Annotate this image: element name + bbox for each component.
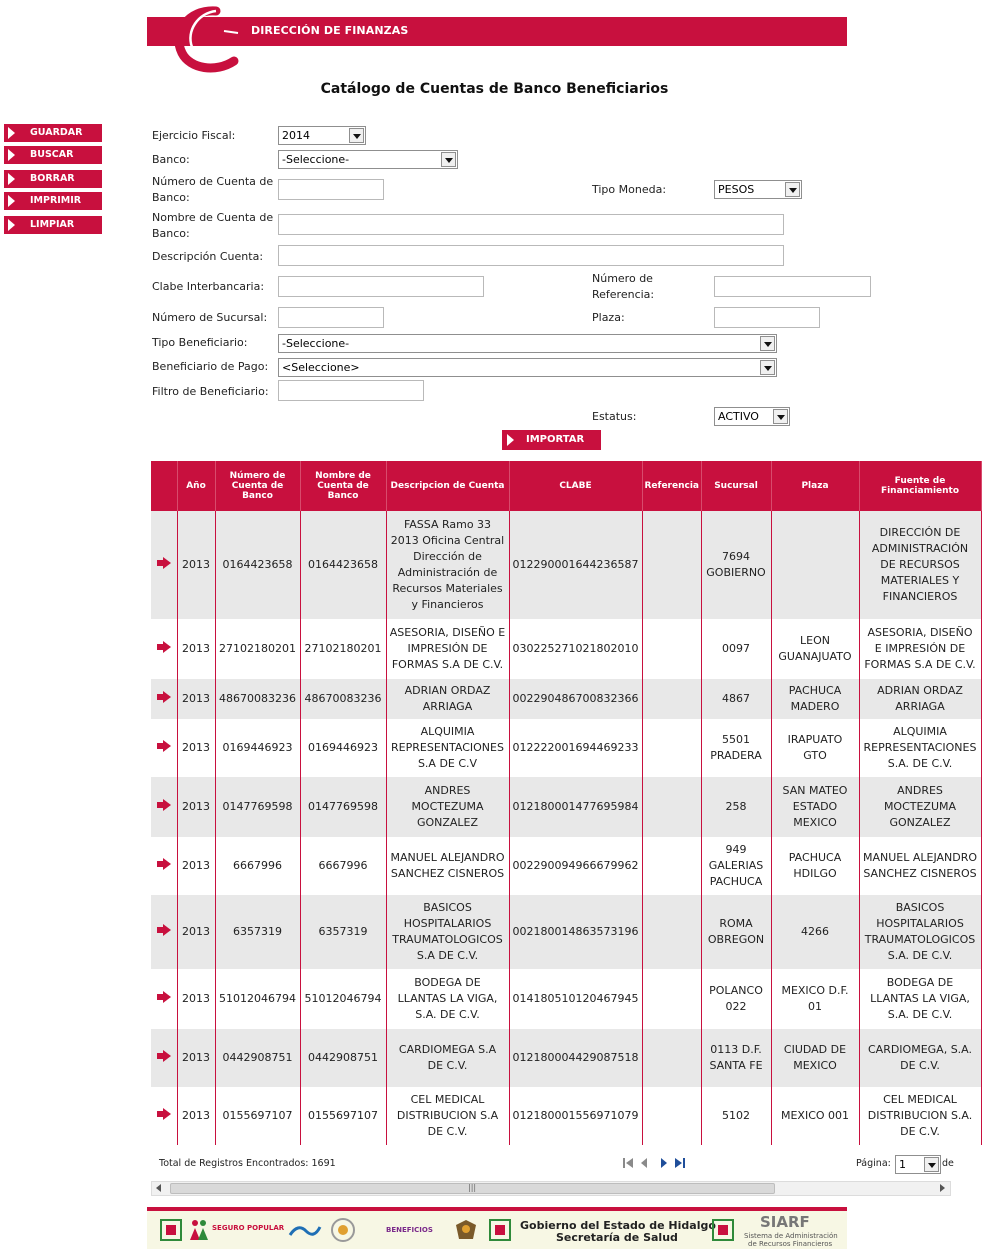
tipo-beneficiario-label: Tipo Beneficiario: (152, 336, 248, 349)
table-cell: 0155697107 (215, 1087, 300, 1145)
page-title: Catálogo de Cuentas de Banco Beneficiarios (320, 81, 669, 97)
arrow-right-icon[interactable] (157, 991, 171, 1003)
table-cell: 5501 PRADERA (701, 719, 771, 777)
eagle-emblem-icon (453, 1217, 479, 1243)
limpiar-button[interactable] (4, 216, 102, 234)
select-row-cell[interactable] (151, 679, 177, 719)
plaza-label: Plaza: (592, 311, 625, 324)
table-cell (642, 895, 701, 969)
table-cell: 258 (701, 777, 771, 837)
table-cell: POLANCO 022 (701, 969, 771, 1029)
table-cell: 2013 (177, 619, 215, 679)
estatus-value: ACTIVO (718, 410, 759, 423)
column-header[interactable]: Fuente de Financiamiento (859, 461, 981, 511)
table-cell: PACHUCA HDILGO (771, 837, 859, 895)
previous-page-icon[interactable] (638, 1157, 650, 1169)
table-row[interactable] (151, 619, 981, 679)
table-row[interactable] (151, 777, 981, 837)
table-cell: ALQUIMIA REPRESENTACIONES S.A DE C.V (386, 719, 509, 777)
table-cell (771, 511, 859, 619)
table-cell: 0097 (701, 619, 771, 679)
table-cell: 48670083236 (215, 679, 300, 719)
table-cell: 002290486700832366 (509, 679, 642, 719)
ejercicio-fiscal-label: Ejercicio Fiscal: (152, 129, 236, 142)
table-cell (642, 719, 701, 777)
table-cell: PACHUCA MADERO (771, 679, 859, 719)
clabe-interbancaria-label: Clabe Interbancaria: (152, 280, 265, 293)
table-cell: ALQUIMIA REPRESENTACIONES S.A. DE C.V. (859, 719, 981, 777)
nombre-cuenta-label-1: Nombre de Cuenta de (152, 211, 274, 224)
table-cell: 2013 (177, 679, 215, 719)
table-cell (642, 837, 701, 895)
table-cell: 51012046794 (300, 969, 386, 1029)
estatus-label: Estatus: (592, 410, 637, 423)
table-cell: 6357319 (215, 895, 300, 969)
table-cell: 2013 (177, 1087, 215, 1145)
table-cell: 0442908751 (215, 1029, 300, 1087)
people-logo-icon (188, 1218, 210, 1242)
table-cell: MANUEL ALEJANDRO SANCHEZ CISNEROS (386, 837, 509, 895)
select-row-cell[interactable] (151, 1029, 177, 1087)
column-header[interactable]: Número de Cuenta de Banco (215, 461, 300, 511)
table-cell: 48670083236 (300, 679, 386, 719)
table-cell: 5102 (701, 1087, 771, 1145)
table-cell: 7694 GOBIERNO (701, 511, 771, 619)
beneficiario-pago-label: Beneficiario de Pago: (152, 360, 269, 373)
table-cell: BASICOS HOSPITALARIOS TRAUMATOLOGICOS S.A. DE C.V. (859, 895, 981, 969)
table-cell: CARDIOMEGA S.A DE C.V. (386, 1029, 509, 1087)
column-header[interactable]: Año (177, 461, 215, 511)
page-suffix: de (942, 1158, 954, 1169)
buscar-label: BUSCAR (30, 149, 74, 160)
ejercicio-fiscal-value: 2014 (282, 129, 310, 142)
table-row[interactable] (151, 1087, 981, 1145)
table-cell: 012180004429087518 (509, 1029, 642, 1087)
arrow-right-icon (8, 173, 15, 185)
chevron-down-icon (924, 1157, 939, 1172)
table-cell: 012180001477695984 (509, 777, 642, 837)
table-cell: ANDRES MOCTEZUMA GONZALEZ (386, 777, 509, 837)
page-value: 1 (899, 1158, 906, 1171)
tipo-moneda-select[interactable] (714, 180, 802, 199)
chevron-down-icon (773, 409, 788, 424)
tipo-beneficiario-value: -Seleccione- (282, 337, 350, 350)
arrow-right-icon[interactable] (157, 924, 171, 936)
hidalgo-emblem-icon (160, 1219, 182, 1241)
arrow-right-icon[interactable] (157, 641, 171, 653)
beneficiario-pago-value: <Seleccione> (282, 361, 360, 374)
filtro-beneficiario-input[interactable] (278, 380, 424, 401)
table-cell: 6667996 (215, 837, 300, 895)
chevron-down-icon (760, 360, 775, 375)
arrow-right-icon (8, 127, 15, 139)
table-row[interactable] (151, 511, 981, 619)
table-row[interactable] (151, 719, 981, 777)
table-cell (642, 777, 701, 837)
accounts-table (151, 461, 982, 1145)
total-records: Total de Registros Encontrados: 1691 (159, 1158, 336, 1169)
seguro-popular-logo: SEGURO POPULAR (212, 1224, 285, 1232)
arrow-right-icon[interactable] (157, 691, 171, 703)
page-select[interactable] (895, 1155, 941, 1174)
table-cell: SAN MATEO ESTADO MEXICO (771, 777, 859, 837)
table-row[interactable] (151, 837, 981, 895)
table-cell: 014180510120467945 (509, 969, 642, 1029)
table-cell: IRAPUATO GTO (771, 719, 859, 777)
table-cell: 0113 D.F. SANTA FE (701, 1029, 771, 1087)
table-cell: ADRIAN ORDAZ ARRIAGA (386, 679, 509, 719)
tipo-beneficiario-select[interactable] (278, 334, 777, 353)
table-cell (642, 619, 701, 679)
importar-label: IMPORTAR (526, 434, 585, 445)
last-page-icon[interactable] (674, 1157, 686, 1169)
first-page-icon[interactable] (622, 1157, 634, 1169)
arrow-right-icon[interactable] (157, 799, 171, 811)
table-cell: 949 GALERIAS PACHUCA (701, 837, 771, 895)
scrollbar-grip-icon: ||| (468, 1183, 477, 1192)
table-cell (642, 969, 701, 1029)
numero-referencia-input[interactable] (714, 276, 871, 297)
banco-select[interactable] (278, 150, 458, 169)
table-cell: CARDIOMEGA, S.A. DE C.V. (859, 1029, 981, 1087)
tipo-moneda-value: PESOS (718, 183, 755, 196)
table-cell: DIRECCIÓN DE ADMINISTRACIÓN DE RECURSOS MATERIALES Y FINANCIEROS (859, 511, 981, 619)
select-row-cell[interactable] (151, 895, 177, 969)
table-cell: 6667996 (300, 837, 386, 895)
table-cell: 27102180201 (300, 619, 386, 679)
arrow-right-icon[interactable] (157, 740, 171, 752)
table-cell: 002290094966679962 (509, 837, 642, 895)
accounts-grid (151, 461, 978, 1148)
table-cell: 012222001694469233 (509, 719, 642, 777)
chevron-down-icon (760, 336, 775, 351)
table-cell: 51012046794 (215, 969, 300, 1029)
table-cell: MEXICO 001 (771, 1087, 859, 1145)
table-cell: LEON GUANAJUATO (771, 619, 859, 679)
numero-cuenta-label-2: Banco: (152, 191, 190, 204)
arrow-right-icon[interactable] (157, 1050, 171, 1062)
select-row-cell[interactable] (151, 837, 177, 895)
guardar-button[interactable] (4, 124, 102, 142)
column-header[interactable]: CLABE (509, 461, 642, 511)
table-cell (642, 679, 701, 719)
beneficiario-pago-select[interactable] (278, 358, 777, 377)
table-cell: ANDRES MOCTEZUMA GONZALEZ (859, 777, 981, 837)
table-cell: 4867 (701, 679, 771, 719)
table-header-row (151, 461, 981, 511)
gobierno-line-2: Secretaría de Salud (556, 1231, 678, 1244)
table-cell: 2013 (177, 895, 215, 969)
table-cell: CEL MEDICAL DISTRIBUCION S.A. DE C.V. (859, 1087, 981, 1145)
beneficios-logo: BENEFICIOS (386, 1226, 433, 1234)
borrar-label: BORRAR (30, 173, 75, 184)
chevron-down-icon (441, 152, 456, 167)
select-row-cell[interactable] (151, 777, 177, 837)
arrow-right-icon (507, 434, 514, 446)
table-cell: ASESORIA, DISEÑO E IMPRESIÓN DE FORMAS S.A DE C.V. (386, 619, 509, 679)
numero-cuenta-label-1: Número de Cuenta de (152, 175, 274, 188)
numero-sucursal-label: Número de Sucursal: (152, 311, 268, 324)
plaza-input[interactable] (714, 307, 820, 328)
table-cell: BASICOS HOSPITALARIOS TRAUMATOLOGICOS S.A DE C.V. (386, 895, 509, 969)
numero-referencia-label-1: Número de (592, 272, 653, 285)
table-cell: 0147769598 (215, 777, 300, 837)
table-cell: 0169446923 (215, 719, 300, 777)
page-label: Página: (856, 1158, 891, 1169)
arrow-right-icon (8, 149, 15, 161)
table-cell: 0442908751 (300, 1029, 386, 1087)
table-cell: FASSA Ramo 33 2013 Oficina Central Dirección de Administración de Recursos Materiales y Financieros (386, 511, 509, 619)
column-header[interactable]: Descripcion de Cuenta (386, 461, 509, 511)
tipo-moneda-label: Tipo Moneda: (592, 183, 667, 196)
numero-cuenta-input[interactable] (278, 179, 384, 200)
buscar-button[interactable] (4, 146, 102, 164)
nombre-cuenta-input[interactable] (278, 214, 784, 235)
table-cell: MEXICO D.F. 01 (771, 969, 859, 1029)
table-row[interactable] (151, 1029, 981, 1087)
select-row-cell[interactable] (151, 1087, 177, 1145)
table-cell: 2013 (177, 837, 215, 895)
nombre-cuenta-label-2: Banco: (152, 227, 190, 240)
arrow-right-icon (8, 219, 15, 231)
arrow-right-icon[interactable] (157, 1108, 171, 1120)
hidalgo-emblem-icon (712, 1219, 734, 1241)
gobierno-line-1: Gobierno del Estado de Hidalgo (520, 1219, 716, 1232)
descripcion-cuenta-label: Descripción Cuenta: (152, 250, 264, 263)
table-cell: 2013 (177, 1029, 215, 1087)
table-row[interactable] (151, 895, 981, 969)
banco-value: -Seleccione- (282, 153, 350, 166)
column-header[interactable]: Sucursal (701, 461, 771, 511)
table-cell: ROMA OBREGON (701, 895, 771, 969)
siarf-subtitle-1: Sistema de Administración (744, 1232, 838, 1240)
guardar-label: GUARDAR (30, 127, 83, 138)
arrow-right-icon[interactable] (157, 858, 171, 870)
header-title: DIRECCIÓN DE FINANZAS (251, 24, 409, 37)
table-cell: 0164423658 (215, 511, 300, 619)
table-cell (642, 1029, 701, 1087)
descripcion-cuenta-input[interactable] (278, 245, 784, 266)
table-cell: 0155697107 (300, 1087, 386, 1145)
siarf-logo: SIARF (760, 1213, 810, 1231)
scroll-right-icon[interactable] (940, 1184, 945, 1192)
table-row[interactable] (151, 679, 981, 719)
arrow-right-icon (8, 195, 15, 207)
chevron-down-icon (785, 182, 800, 197)
numero-referencia-label-2: Referencia: (592, 288, 655, 301)
table-cell: 2013 (177, 969, 215, 1029)
hidalgo-emblem-icon (489, 1219, 511, 1241)
table-cell: 030225271021802010 (509, 619, 642, 679)
table-cell: CIUDAD DE MEXICO (771, 1029, 859, 1087)
table-cell: 6357319 (300, 895, 386, 969)
table-cell: 2013 (177, 511, 215, 619)
table-cell: 012180001556971079 (509, 1087, 642, 1145)
table-cell: CEL MEDICAL DISTRIBUCION S.A DE C.V. (386, 1087, 509, 1145)
table-cell: 27102180201 (215, 619, 300, 679)
table-cell (642, 511, 701, 619)
imprimir-button[interactable] (4, 192, 102, 210)
table-cell: 0164423658 (300, 511, 386, 619)
banco-label: Banco: (152, 153, 190, 166)
ejercicio-fiscal-select[interactable] (278, 126, 366, 145)
table-cell: 012290001644236587 (509, 511, 642, 619)
column-header[interactable]: Plaza (771, 461, 859, 511)
borrar-button[interactable] (4, 170, 102, 188)
table-cell: 0147769598 (300, 777, 386, 837)
table-row[interactable] (151, 969, 981, 1029)
chevron-down-icon (349, 128, 364, 143)
select-row-cell[interactable] (151, 511, 177, 619)
arrow-right-icon[interactable] (157, 557, 171, 569)
select-row-cell[interactable] (151, 619, 177, 679)
column-header[interactable]: Referencia (642, 461, 701, 511)
limpiar-label: LIMPIAR (30, 219, 75, 230)
select-row-cell[interactable] (151, 969, 177, 1029)
table-cell: BODEGA DE LLANTAS LA VIGA, S.A. DE C.V. (859, 969, 981, 1029)
table-cell: ASESORIA, DISEÑO E IMPRESIÓN DE FORMAS S.A DE C.V. (859, 619, 981, 679)
table-cell: ADRIAN ORDAZ ARRIAGA (859, 679, 981, 719)
table-cell: 002180014863573196 (509, 895, 642, 969)
numero-sucursal-input[interactable] (278, 307, 384, 328)
table-cell: 4266 (771, 895, 859, 969)
column-header[interactable]: Nombre de Cuenta de Banco (300, 461, 386, 511)
filtro-beneficiario-label: Filtro de Beneficiario: (152, 385, 269, 398)
select-row-cell[interactable] (151, 719, 177, 777)
table-cell: BODEGA DE LLANTAS LA VIGA, S.A. DE C.V. (386, 969, 509, 1029)
estatus-select[interactable] (714, 407, 790, 426)
wave-logo-icon (288, 1219, 322, 1241)
imprimir-label: IMPRIMIR (30, 195, 82, 206)
scroll-left-icon[interactable] (156, 1184, 161, 1192)
table-cell: 2013 (177, 777, 215, 837)
table-cell: 0169446923 (300, 719, 386, 777)
siarf-subtitle-2: de Recursos Financieros (748, 1240, 833, 1248)
next-page-icon[interactable] (658, 1157, 670, 1169)
importar-button[interactable] (502, 430, 601, 450)
column-header (151, 461, 177, 511)
table-cell (642, 1087, 701, 1145)
finanzas-logo-icon (168, 3, 248, 73)
clabe-interbancaria-input[interactable] (278, 276, 484, 297)
table-cell: MANUEL ALEJANDRO SANCHEZ CISNEROS (859, 837, 981, 895)
table-cell: 2013 (177, 719, 215, 777)
round-seal-icon (330, 1217, 356, 1243)
